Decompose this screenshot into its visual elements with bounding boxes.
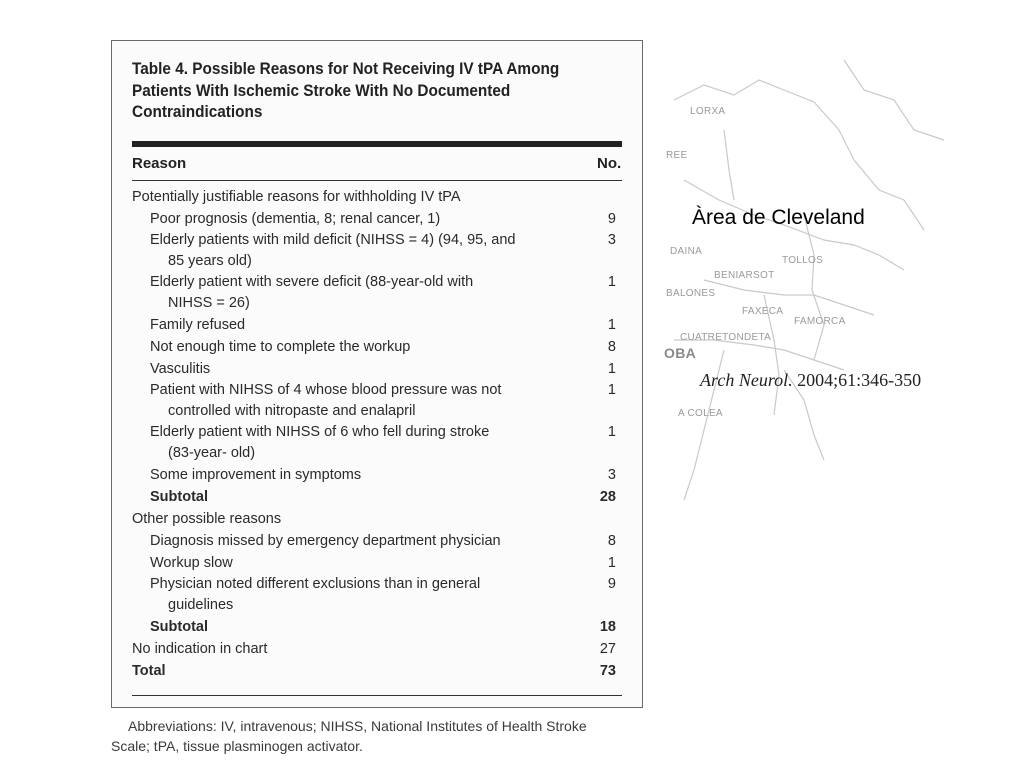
table-row: Diagnosis missed by emergency department physician 8	[150, 533, 616, 549]
table-row: Poor prognosis (dementia, 8; renal cancer, 1) 9	[150, 211, 616, 227]
abbreviations-line: Scale; tPA, tissue plasminogen activator.	[111, 738, 363, 754]
map-label: FAMORCA	[794, 316, 846, 327]
map-label: BENIARSOT	[714, 270, 775, 281]
table-row: Physician noted different exclusions than in general guidelines 9	[150, 576, 616, 613]
abbreviations-line: Abbreviations: IV, intravenous; NIHSS, National Institutes of Health Stroke	[128, 718, 587, 734]
top-rule	[132, 141, 622, 147]
citation-journal: Arch Neurol.	[700, 370, 793, 390]
total-row: Total 73	[132, 663, 616, 679]
bottom-rule	[132, 695, 622, 696]
table-row: No indication in chart 27	[132, 641, 616, 657]
table-row: Elderly patient with severe deficit (88-year-old with NIHSS = 26) 1	[150, 274, 616, 311]
slide-heading: Àrea de Cleveland	[692, 206, 865, 229]
map-label: A COLEA	[678, 408, 723, 419]
map-label: REE	[666, 150, 688, 161]
map-label: LORXA	[690, 106, 726, 117]
map-label: TOLLOS	[782, 255, 824, 266]
subtotal-row: Subtotal 28	[150, 489, 616, 505]
map-label: DAINA	[670, 246, 703, 257]
table-row: Workup slow 1	[150, 555, 616, 571]
map-label: CUATRETONDETA	[680, 332, 772, 343]
map-label: FAXECA	[742, 306, 784, 317]
table-title: Table 4. Possible Reasons for Not Receiving IV tPA Among Patients With Ischemic Stroke With No Documented Contraindications	[132, 60, 560, 121]
column-header-reason: Reason	[132, 155, 187, 172]
subtotal-row: Subtotal 18	[150, 619, 616, 635]
table-row: Potentially justifiable reasons for withholding IV tPA	[132, 189, 461, 205]
map-label: BALONES	[666, 288, 716, 299]
table-row: Some improvement in symptoms 3	[150, 467, 616, 483]
table-row: Not enough time to complete the workup 8	[150, 339, 616, 355]
map-label: OBA	[664, 345, 697, 361]
citation	[700, 370, 921, 391]
table-row: Elderly patient with NIHSS of 6 who fell during stroke (83-year- old) 1	[150, 424, 616, 461]
table-row: Elderly patients with mild deficit (NIHSS = 4) (94, 95, and 85 years old) 3	[150, 232, 616, 269]
table-row: Vasculitis 1	[150, 361, 616, 377]
citation-reference: 2004;61:346-350	[797, 370, 922, 390]
background-map	[664, 40, 964, 510]
table-row: Patient with NIHSS of 4 whose blood pressure was not controlled with nitropaste and enalapril 1	[150, 382, 616, 419]
header-rule	[132, 180, 622, 181]
column-header-number: No.	[597, 155, 622, 172]
table-row: Family refused 1	[150, 317, 616, 333]
abbreviations-footnote	[111, 716, 646, 756]
table-row: Other possible reasons	[132, 511, 282, 527]
table-body	[132, 186, 622, 682]
table-figure	[111, 40, 643, 708]
